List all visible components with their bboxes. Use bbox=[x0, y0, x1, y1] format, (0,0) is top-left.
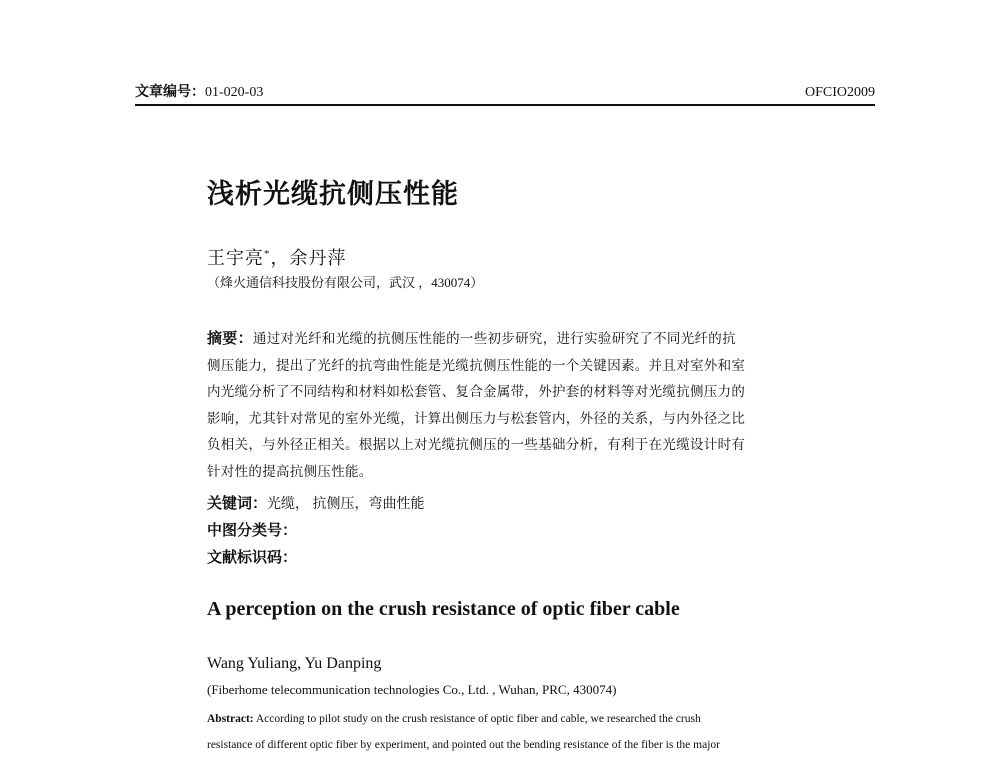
abstract-line: 侧压能力，提出了光纤的抗弯曲性能是光缆抗侧压性能的一个关键因素。并且对室外和室 bbox=[207, 357, 746, 373]
chinese-affiliation: （烽火通信科技股份有限公司，武汉 ，430074） bbox=[207, 275, 484, 290]
keywords-label: 关键词： bbox=[207, 496, 268, 512]
english-title: A perception on the crush resistance of optic fiber cable bbox=[207, 598, 680, 620]
abstract-line: 摘要：通过对光纤和光缆的抗侧压性能的一些初步研究，进行实验研究了不同光纤的抗 bbox=[207, 331, 736, 347]
chinese-authors bbox=[207, 244, 347, 270]
clc-number bbox=[207, 519, 797, 540]
running-header bbox=[135, 84, 875, 106]
article-number-value: 01-020-03 bbox=[205, 85, 264, 100]
english-abstract bbox=[207, 706, 792, 758]
keywords-value: 光缆， 抗侧压，弯曲性能 bbox=[267, 497, 425, 512]
chinese-abstract bbox=[207, 326, 797, 485]
english-authors: Wang Yuliang, Yu Danping bbox=[207, 655, 382, 672]
document-code bbox=[207, 546, 797, 567]
english-abstract-line: Abstract: According to pilot study on the crush resistance of optic fiber and cable, we researched the crush bbox=[207, 713, 701, 725]
clc-label: 中图分类号： bbox=[207, 523, 298, 539]
article-number bbox=[135, 84, 263, 102]
chinese-title: 浅析光缆抗侧压性能 bbox=[207, 179, 459, 209]
abstract-label: 摘要： bbox=[207, 331, 253, 347]
english-abstract-line: resistance of different optic fiber by experiment, and pointed out the bending resistance of the fiber is the major bbox=[207, 739, 720, 751]
abstract-line: 针对性的提高抗侧压性能。 bbox=[207, 463, 373, 479]
abstract-line: 负相关，与外径正相关。根据以上对光缆抗侧压的一些基础分析，有利于在光缆设计时有 bbox=[207, 437, 746, 452]
abstract-line: 影响，尤其针对常见的室外光缆，计算出侧压力与松套管内，外径的关系，与内外径之比 bbox=[207, 410, 746, 426]
other-authors: ，余丹萍 bbox=[270, 248, 347, 268]
abstract-line: 内光缆分析了不同结构和材料如松套管、复合金属带，外护套的材料等对光缆抗侧压力的 bbox=[207, 384, 746, 399]
conference-code: OFCIO2009 bbox=[804, 85, 875, 100]
first-author: 王宇亮 bbox=[207, 248, 264, 268]
english-affiliation: (Fiberhome telecommunication technologies Co., Ltd. , Wuhan, PRC, 430074) bbox=[207, 682, 617, 697]
english-abstract-label: Abstract: bbox=[207, 713, 254, 725]
document-code-label: 文献标识码： bbox=[207, 550, 298, 566]
corresponding-mark: * bbox=[264, 248, 271, 260]
article-number-label: 文章编号： bbox=[135, 85, 205, 100]
keywords bbox=[207, 492, 797, 513]
